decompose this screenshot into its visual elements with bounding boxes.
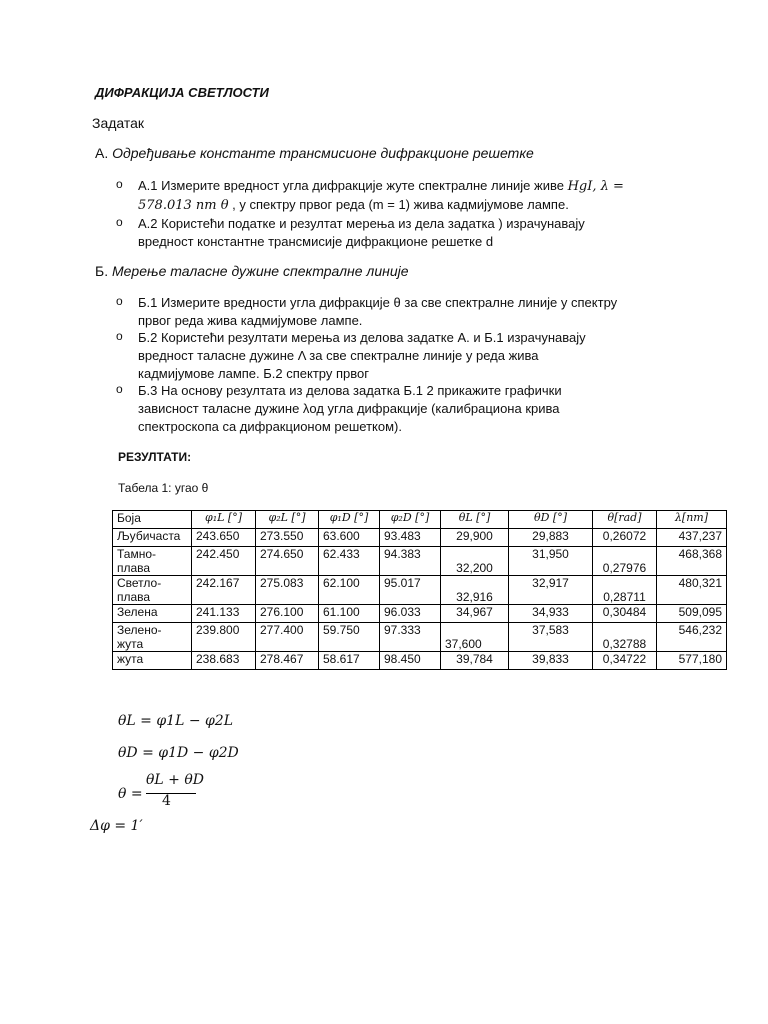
b2-line1: Б.2 Користећи резултати мерења из делова задатке А. и Б.1 израчунавају xyxy=(138,330,586,345)
header-phi1l: φ₁L [°] xyxy=(192,511,256,529)
b3-line2: зависност таласне дужине λод угла дифракције (калибрациона крива xyxy=(138,401,560,416)
a1-line1-math: HgI, λ = xyxy=(567,179,624,194)
formula-theta-numerator: θL + θD xyxy=(146,772,205,788)
cell-phi2d: 98.450 xyxy=(380,652,441,670)
cell-phi1d: 59.750 xyxy=(319,623,380,652)
header-lambda: λ[nm] xyxy=(657,511,727,529)
cell-phi2d: 94.383 xyxy=(380,547,441,576)
cell-phi2l: 276.100 xyxy=(256,605,319,623)
cell-phi2d: 93.483 xyxy=(380,529,441,547)
document-title: ДИФРАКЦИЈА СВЕТЛОСТИ xyxy=(95,85,269,100)
bullet-marker: o xyxy=(116,382,123,396)
results-table xyxy=(112,510,727,670)
cell-theta-l: 34,967 xyxy=(441,605,509,623)
table-caption: Табела 1: угао θ xyxy=(118,481,209,495)
table-row xyxy=(113,547,727,576)
header-color: Боја xyxy=(113,511,192,529)
cell-color: Љубичаста xyxy=(113,529,192,547)
cell-lambda: 468,368 xyxy=(657,547,727,576)
cell-phi2l: 278.467 xyxy=(256,652,319,670)
cell-lambda: 509,095 xyxy=(657,605,727,623)
header-theta-rad: θ[rad] xyxy=(593,511,657,529)
cell-color: Зелено- жута xyxy=(113,623,192,652)
header-phi1d: φ₁D [°] xyxy=(319,511,380,529)
cell-theta-d: 34,933 xyxy=(509,605,593,623)
header-theta-l: θL [°] xyxy=(441,511,509,529)
cell-color: Светло- плава xyxy=(113,576,192,605)
cell-phi1l: 243.650 xyxy=(192,529,256,547)
formula-theta-lhs: θ = xyxy=(118,786,143,802)
cell-lambda: 480,321 xyxy=(657,576,727,605)
formula-theta-l: θL = φ1L − φ2L xyxy=(118,713,234,729)
a2-line2: вредност константне трансмисије дифракционе решетке d xyxy=(138,234,494,249)
cell-lambda: 577,180 xyxy=(657,652,727,670)
cell-theta-d: 32,917 xyxy=(509,576,593,605)
cell-theta-rad: 0,30484 xyxy=(593,605,657,623)
cell-theta-rad: 0,28711 xyxy=(593,576,657,605)
cell-theta-d: 29,883 xyxy=(509,529,593,547)
table-row xyxy=(113,652,727,670)
cell-phi1l: 242.167 xyxy=(192,576,256,605)
table-row xyxy=(113,529,727,547)
section-b-heading xyxy=(95,263,409,279)
header-phi2d: φ₂D [°] xyxy=(380,511,441,529)
cell-phi1l: 239.800 xyxy=(192,623,256,652)
cell-phi2d: 97.333 xyxy=(380,623,441,652)
cell-theta-l: 37,600 xyxy=(441,623,509,652)
formula-theta-denominator: 4 xyxy=(162,793,171,809)
cell-phi2l: 273.550 xyxy=(256,529,319,547)
a1-line2-text: , у спектру првог реда (m = 1) жива кадмијумове лампе. xyxy=(228,197,569,212)
b3-line1: Б.3 На основу резултата из делова задатка Б.1 2 прикажите графички xyxy=(138,383,562,398)
cell-phi1l: 241.133 xyxy=(192,605,256,623)
cell-phi1l: 238.683 xyxy=(192,652,256,670)
results-heading: РЕЗУЛТАТИ: xyxy=(118,450,192,464)
section-b-letter: Б. xyxy=(95,263,109,279)
cell-phi1d: 58.617 xyxy=(319,652,380,670)
header-phi2l: φ₂L [°] xyxy=(256,511,319,529)
cell-phi2d: 96.033 xyxy=(380,605,441,623)
formula-theta-d: θD = φ1D − φ2D xyxy=(118,745,239,761)
cell-color: Зелена xyxy=(113,605,192,623)
section-a-title: Одређивање константе трансмисионе дифракционе решетке xyxy=(112,145,534,161)
cell-theta-l: 32,916 xyxy=(441,576,509,605)
bullet-marker: o xyxy=(116,215,123,229)
cell-color: Тамно- плава xyxy=(113,547,192,576)
a1-line1-text: А.1 Измерите вредност угла дифракције жуте спектралне линије живе xyxy=(138,178,568,193)
cell-phi1d: 62.100 xyxy=(319,576,380,605)
b1-line1: Б.1 Измерите вредности угла дифракције θ за све спектралне линије у спектру xyxy=(138,295,618,310)
a2-line1: А.2 Користећи податке и резултат мерења из дела задатка ) израчунавају xyxy=(138,216,585,231)
section-a-heading xyxy=(95,145,534,161)
cell-phi2l: 274.650 xyxy=(256,547,319,576)
cell-phi2l: 275.083 xyxy=(256,576,319,605)
cell-theta-rad: 0,34722 xyxy=(593,652,657,670)
cell-theta-rad: 0,32788 xyxy=(593,623,657,652)
b3-line3: спектроскопа са дифракционом решетком). xyxy=(138,419,402,434)
cell-color: жута xyxy=(113,652,192,670)
table-row xyxy=(113,605,727,623)
fraction-bar xyxy=(146,793,196,794)
bullet-marker: o xyxy=(116,329,123,343)
cell-phi2d: 95.017 xyxy=(380,576,441,605)
cell-theta-d: 39,833 xyxy=(509,652,593,670)
cell-phi1l: 242.450 xyxy=(192,547,256,576)
bullet-marker: o xyxy=(116,294,123,308)
bullet-marker: o xyxy=(116,177,123,191)
header-theta-d: θD [°] xyxy=(509,511,593,529)
cell-lambda: 546,232 xyxy=(657,623,727,652)
cell-theta-l: 32,200 xyxy=(441,547,509,576)
cell-theta-l: 39,784 xyxy=(441,652,509,670)
b1-line2: првог реда жива кадмијумове лампе. xyxy=(138,313,363,328)
table-header-row xyxy=(113,511,727,529)
cell-phi1d: 62.433 xyxy=(319,547,380,576)
section-b-title: Мерење таласне дужине спектралне линије xyxy=(111,263,409,279)
table-row xyxy=(113,576,727,605)
cell-theta-d: 37,583 xyxy=(509,623,593,652)
cell-phi2l: 277.400 xyxy=(256,623,319,652)
cell-phi1d: 63.600 xyxy=(319,529,380,547)
task-label: Задатак xyxy=(92,115,145,131)
table-row xyxy=(113,623,727,652)
cell-theta-l: 29,900 xyxy=(441,529,509,547)
formula-delta-phi: Δφ = 1′ xyxy=(90,818,143,834)
a1-line2-math: 578.013 nm θ xyxy=(138,198,229,213)
section-a-letter: А. xyxy=(95,145,109,161)
cell-theta-d: 31,950 xyxy=(509,547,593,576)
cell-lambda: 437,237 xyxy=(657,529,727,547)
b2-line2: вредност таласне дужине Λ за све спектралне линије у реда жива xyxy=(138,348,539,363)
cell-theta-rad: 0,26072 xyxy=(593,529,657,547)
cell-phi1d: 61.100 xyxy=(319,605,380,623)
b2-line3: кадмијумове лампе. Б.2 спектру првог xyxy=(138,366,369,381)
cell-theta-rad: 0,27976 xyxy=(593,547,657,576)
